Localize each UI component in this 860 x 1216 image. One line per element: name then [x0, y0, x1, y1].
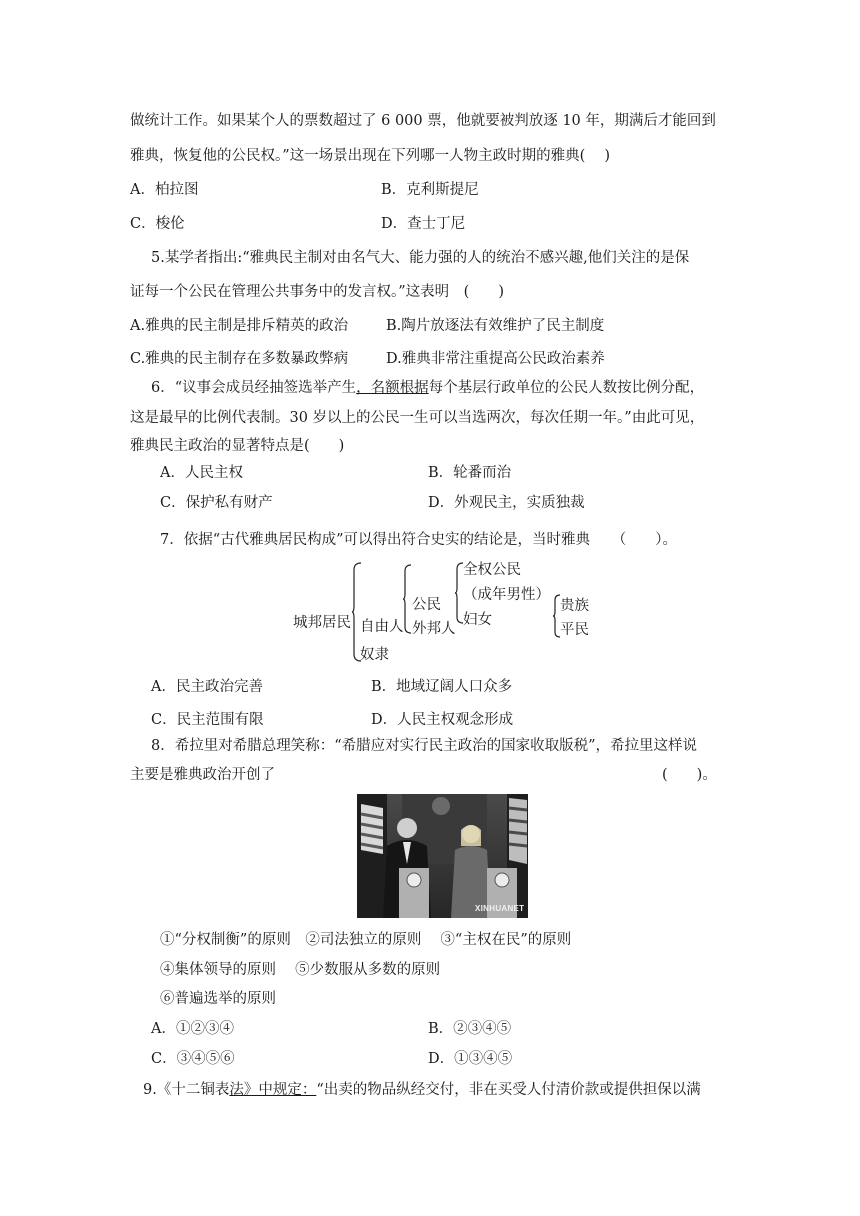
q8-option-c: C．③④⑤⑥ — [151, 1051, 235, 1067]
q5-option-d: D.雅典非常注重提高公民政治素养 — [386, 351, 605, 367]
q8-items-line-1: ①“分权制衡”的原则 ②司法独立的原则 ③“主权在民”的原则 — [160, 932, 572, 948]
diagram-adult-males: （成年男性） — [463, 587, 550, 603]
q6-text-line-3: 雅典民主政治的显著特点是( ) — [130, 438, 345, 454]
q8-items-line-3: ⑥普遍选举的原则 — [160, 991, 276, 1007]
photo-watermark: XINHUANET — [475, 904, 525, 913]
diagram-brace-free — [403, 564, 412, 634]
q7-stem: 7．依据“古代雅典居民构成”可以得出符合史实的结论是，当时雅典 （ ）。 — [160, 532, 678, 548]
diagram-free-people: 自由人 — [360, 619, 404, 635]
diagram-nobles: 贵族 — [560, 598, 589, 614]
press-conference-photo — [357, 794, 528, 918]
q5-text-line-1: 5.某学者指出:“雅典民主制对由名气大、能力强的人的统治不感兴趣,他们关注的是保 — [151, 250, 690, 266]
q8-option-b: B．②③④⑤ — [428, 1021, 512, 1037]
diagram-slaves: 奴隶 — [360, 647, 389, 663]
q5-text-line-2: 证每一个公民在管理公共事务中的发言权。”这表明 ( ) — [130, 284, 504, 300]
q4-option-c: C．梭伦 — [130, 216, 185, 232]
q6-line1-part-a: 6．“议事会成员经抽签选举产生 — [151, 380, 357, 396]
diagram-foreigners: 外邦人 — [412, 621, 456, 637]
diagram-full-citizens: 全权公民 — [463, 562, 521, 578]
q8-text-line-1: 8．希拉里对希腊总理笑称：“希腊应对实行民主政治的国家收取版税”，希拉里这样说 — [151, 738, 698, 754]
q6-text-line-1 — [151, 378, 704, 398]
q4-option-d: D．查士丁尼 — [381, 216, 466, 232]
diagram-city-residents: 城邦居民 — [293, 615, 351, 631]
q6-option-d: D．外观民主，实质独裁 — [428, 495, 585, 511]
diagram-commoners: 平民 — [560, 622, 589, 638]
q7-option-a: A．民主政治完善 — [151, 679, 263, 695]
q4-text-line-2: 雅典，恢复他的公民权。”这一场景出现在下列哪一人物主政时期的雅典( ) — [130, 148, 611, 164]
q4-option-a: A．柏拉图 — [130, 182, 199, 198]
q7-option-b: B．地域辽阔人口众多 — [371, 679, 513, 695]
q5-option-b: B.陶片放逐法有效维护了民主制度 — [386, 318, 605, 334]
q5-option-c: C.雅典的民主制存在多数暴政弊病 — [130, 351, 349, 367]
q8-option-d: D．①③④⑤ — [428, 1051, 513, 1067]
q7-option-c: C．民主范围有限 — [151, 712, 264, 728]
q8-text-line-2: 主要是雅典政治开创了 — [130, 767, 275, 783]
q4-text-line-1: 做统计工作。如果某个人的票数超过了 6 000 票，他就要被判放逐 10 年，期满后才能回到 — [130, 113, 716, 129]
q8-answer-paren: ( )。 — [662, 767, 717, 783]
q6-option-a: A．人民主权 — [160, 465, 243, 481]
q9-line1-part-a: 9.《十二铜表 — [143, 1082, 230, 1098]
q9-text-line-1 — [143, 1080, 701, 1100]
q9-line1-underlined: 法》中规定： — [229, 1082, 317, 1098]
q7-option-d: D．人民主权观念形成 — [371, 712, 514, 728]
q9-line1-part-c: “出卖的物品纵经交付，非在买受人付清价款或提供担保以满 — [316, 1082, 701, 1098]
q6-line1-part-c: 每个基层行政单位的公民人数按比例分配， — [428, 380, 705, 396]
diagram-women: 妇女 — [463, 612, 492, 628]
q6-option-c: C．保护私有财产 — [160, 495, 273, 511]
q6-option-b: B．轮番而治 — [428, 465, 512, 481]
q6-text-line-2: 这是最早的比例代表制。30 岁以上的公民一生可以当选两次，每次任期一年。”由此可见， — [130, 410, 705, 426]
q8-option-a: A．①②③④ — [151, 1021, 234, 1037]
q4-option-b: B．克利斯提尼 — [381, 182, 479, 198]
press-photo-illustration — [357, 794, 528, 918]
q6-line1-underlined: ，名额根据 — [356, 380, 429, 396]
q8-items-line-2: ④集体领导的原则 ⑤少数服从多数的原则 — [160, 962, 441, 978]
q5-option-a: A.雅典的民主制是排斥精英的政治 — [130, 318, 349, 334]
diagram-citizens: 公民 — [412, 597, 441, 613]
